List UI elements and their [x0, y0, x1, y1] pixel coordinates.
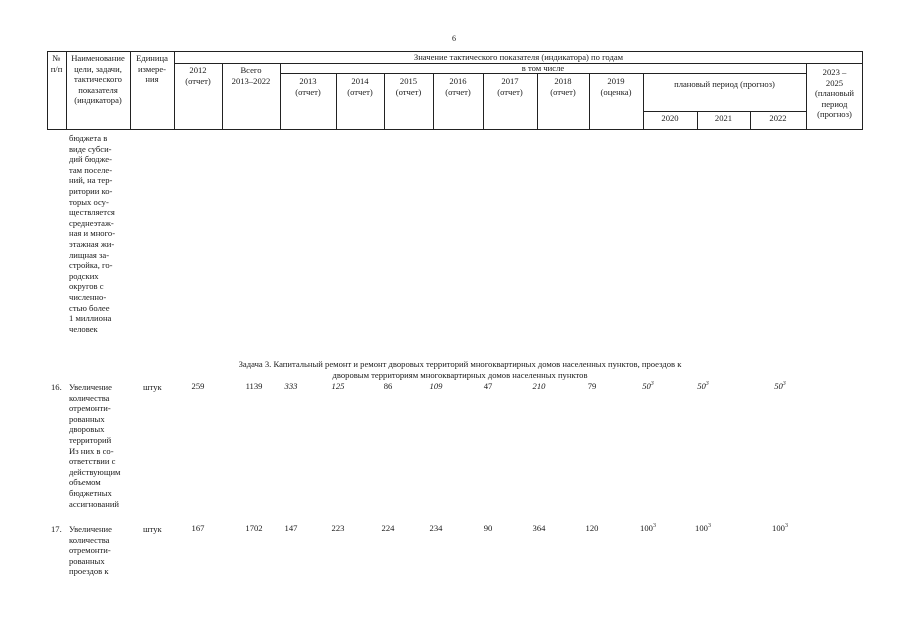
value-2015: 86 [383, 381, 393, 391]
value-2022: $100^3$ [772, 523, 788, 533]
header-col-number: № п/п [50, 53, 63, 74]
header-col-name: Наименование цели, задачи, тактического показателя (индикатора) [71, 53, 125, 106]
value-2021: $100^3$ [695, 523, 711, 533]
value-2017: 90 [483, 523, 493, 533]
value-2016: 109 [429, 381, 443, 391]
task-title: Задача 3. Капитальный ремонт и ремонт дворовых территорий многоквартирных домов населенных пунктов, проездов к дворовым территориям многоквартирных домов населенных пунктов [238, 359, 682, 380]
row-number: 16. [51, 382, 62, 392]
value-2019: 120 [585, 523, 599, 533]
value-2012: 167 [191, 523, 205, 533]
value-2020: $50^3$ [642, 381, 654, 391]
header-2023-2025: 2023 – 2025 (плановый период (прогноз) [815, 67, 854, 120]
row-indicator-name: Увеличение количества отремонти- рованных проездов к [69, 524, 112, 577]
value-2013: 333 [284, 381, 298, 391]
header-2019: 2019 (оценка) [600, 76, 632, 97]
value-2016: 234 [429, 523, 443, 533]
header-2016: 2016 (отчет) [445, 76, 471, 97]
value-2018: 364 [532, 523, 546, 533]
header-planned-period: плановый период (прогноз) [674, 79, 775, 89]
continued-row-text: бюджета в виде субси- дий бюдже- там поселе- ний, на тер- ритории ко- торых осу- ществляется среднеэтаж- ная и много- этажная жи- лищная за- стройка, го- родских округов с численно- стью более 1 миллиона человек [69, 133, 116, 334]
row-number: 17. [51, 524, 62, 534]
value-total: 1139 [245, 381, 263, 391]
header-2014: 2014 (отчет) [347, 76, 373, 97]
header-2012: 2012 (отчет) [185, 65, 211, 86]
header-col-unit: Единица измере- ния [136, 53, 168, 85]
value-2022: $50^3$ [774, 381, 786, 391]
header-2018: 2018 (отчет) [550, 76, 576, 97]
header-2015: 2015 (отчет) [395, 76, 422, 97]
row-unit: штук [143, 382, 162, 392]
value-2017: 47 [483, 381, 493, 391]
value-2020: $100^3$ [640, 523, 656, 533]
header-2021: 2021 [714, 113, 733, 123]
row-indicator-name: Увеличение количества отремонти- рованных дворовых территорий Из них в со- ответствии с действующим объемом бюджетных ассигнований [69, 382, 121, 509]
value-2021: $50^3$ [697, 381, 709, 391]
value-2019: 79 [587, 381, 597, 391]
value-total: 1702 [245, 523, 263, 533]
header-2017: 2017 (отчет) [497, 76, 523, 97]
header-total: Всего 2013–2022 [231, 65, 271, 86]
row-unit: штук [143, 524, 162, 534]
value-2014: 223 [331, 523, 345, 533]
page-number: 6 [452, 34, 456, 43]
value-2018: 210 [532, 381, 546, 391]
header-2013: 2013 (отчет) [295, 76, 321, 97]
value-2012: 259 [191, 381, 205, 391]
value-2015: 224 [381, 523, 395, 533]
value-2013: 147 [284, 523, 298, 533]
table-header [47, 51, 863, 130]
header-group-title: Значение тактического показателя (индикатора) по годам [413, 52, 624, 62]
header-2020: 2020 [661, 113, 679, 123]
value-2014: 125 [331, 381, 345, 391]
header-including: в том числе [521, 63, 565, 73]
header-2022: 2022 [769, 113, 787, 123]
